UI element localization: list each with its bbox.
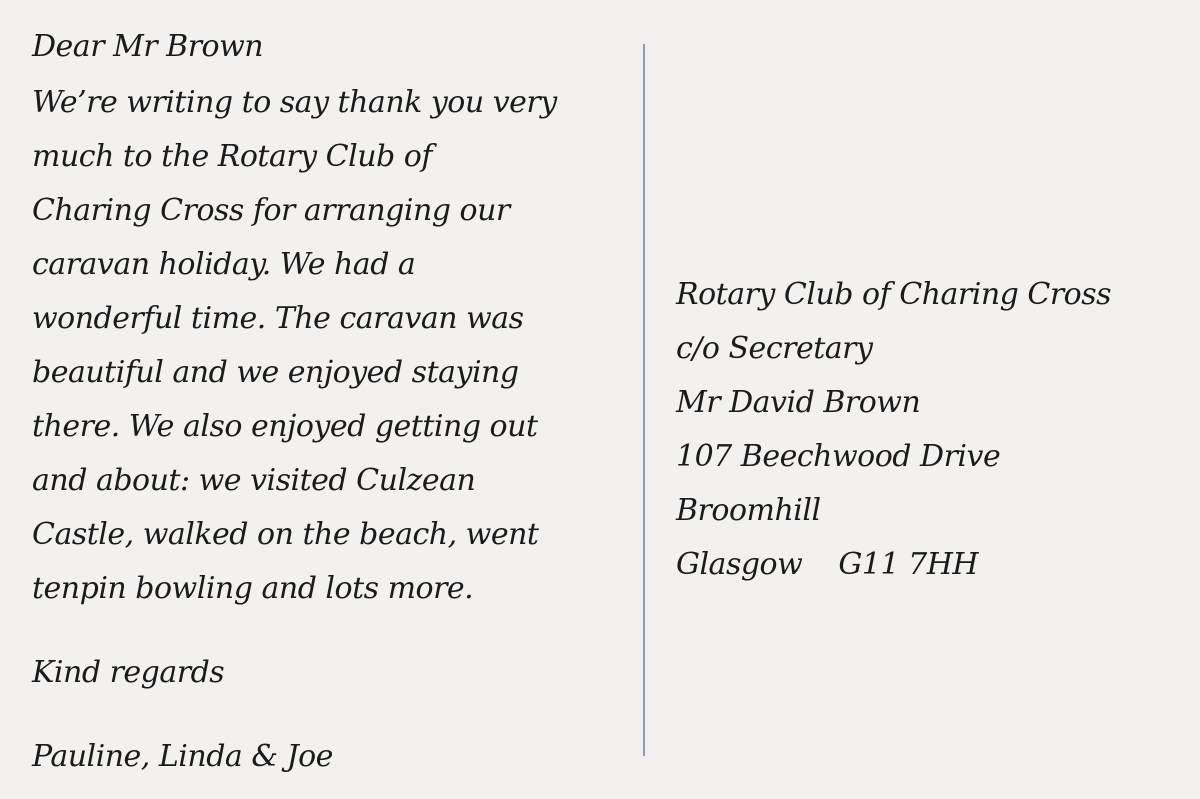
message-line-9: Castle, walked on the beach, went [32,517,539,552]
signature: Pauline, Linda & Joe [32,739,333,774]
address-line-6: Glasgow G11 7HH [676,547,979,582]
greeting: Dear Mr Brown [32,29,264,64]
address-line-5: Broomhill [676,493,821,528]
message-line-10: tenpin bowling and lots more. [32,571,474,606]
postcard-divider [643,44,645,756]
address-line-2: c/o Secretary [676,331,873,366]
message-line-7: there. We also enjoyed getting out [32,409,538,444]
address-line-1: Rotary Club of Charing Cross [676,277,1112,312]
message-line-4: caravan holiday. We had a [32,247,416,282]
address-block [676,272,1196,596]
address-line-4: 107 Beechwood Drive [676,439,1001,474]
message-line-2: much to the Rotary Club of [32,139,432,174]
message-line-6: beautiful and we enjoyed staying [32,355,519,390]
message-section [32,24,642,788]
address-line-3: Mr David Brown [676,385,921,420]
signoff: Kind regards [32,655,225,690]
message-line-8: and about: we visited Culzean [32,463,476,498]
message-line-1: We’re writing to say thank you very [32,85,557,120]
message-line-5: wonderful time. The caravan was [32,301,524,336]
message-line-3: Charing Cross for arranging our [32,193,510,228]
